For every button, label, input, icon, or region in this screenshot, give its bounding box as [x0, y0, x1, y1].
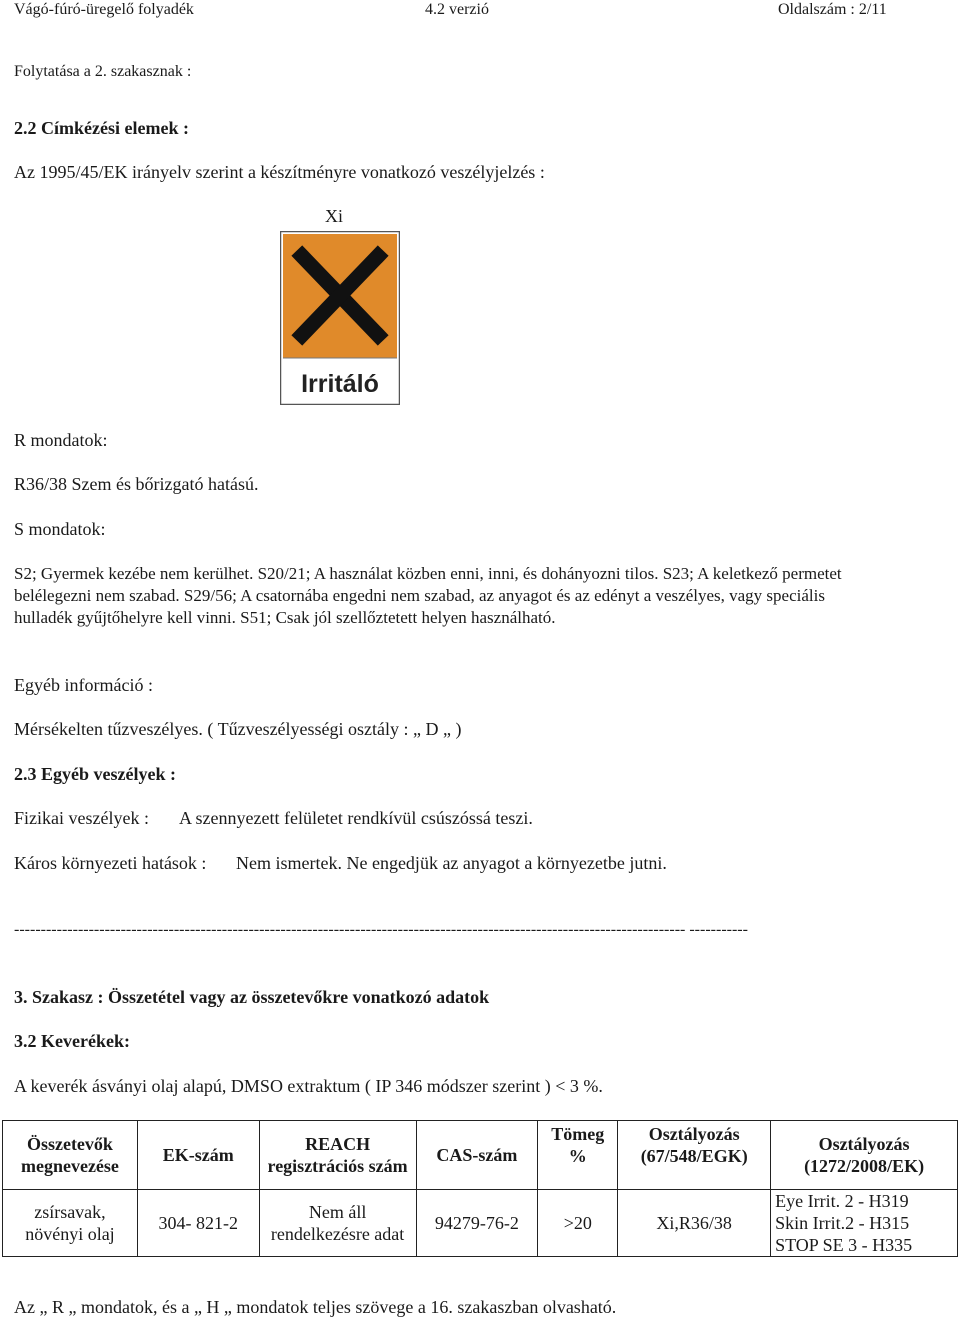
- classification-line: STOP SE 3 - H335: [775, 1235, 913, 1255]
- header-classification-67-548: Osztályozás (67/548/EGK): [618, 1121, 771, 1190]
- footnote-text: Az „ R „ mondatok, és a „ H „ mondatok teljes szövege a 16. szakaszban olvasható.: [14, 1297, 617, 1317]
- irritant-hazard-icon: [280, 231, 400, 405]
- physical-hazards-label: Fizikai veszélyek :: [14, 808, 149, 828]
- cell-component-name: zsírsavak, növényi olaj: [3, 1190, 138, 1257]
- cell-classification-67-548: Xi,R36/38: [618, 1190, 771, 1257]
- header-page-number: Oldalszám : 2/11: [778, 1, 887, 18]
- r-phrases-title: R mondatok:: [14, 430, 108, 450]
- header-reach-number: REACH regisztrációs szám: [259, 1121, 416, 1190]
- cell-ek-number: 304- 821-2: [137, 1190, 259, 1257]
- header-version: 4.2 verzió: [425, 1, 489, 18]
- cell-reach-number: Nem áll rendelkezésre adat: [259, 1190, 416, 1257]
- section-3-heading: 3. Szakasz : Összetétel vagy az összetevőkre vonatkozó adatok: [14, 987, 490, 1007]
- cell-cas-number: 94279-76-2: [416, 1190, 538, 1257]
- other-info-text: Mérsékelten tűzveszélyes. ( Tűzveszélyességi osztály : „ D „ ): [14, 719, 462, 739]
- irritant-symbol-svg: [280, 231, 400, 405]
- hazard-symbol-code: Xi: [325, 206, 343, 226]
- header-cas-number: CAS-szám: [416, 1121, 538, 1190]
- mixture-description: A keverék ásványi olaj alapú, DMSO extraktum ( IP 346 módszer szerint ) < 3 %.: [14, 1076, 603, 1096]
- physical-hazards-text: A szennyezett felületet rendkívül csúszóssá teszi.: [179, 808, 533, 828]
- header-component-name: Összetevők megnevezése: [3, 1121, 138, 1190]
- symbol-label: Irritáló: [301, 370, 379, 398]
- continuation-note: Folytatása a 2. szakasznak :: [14, 63, 192, 80]
- composition-table: [2, 1120, 958, 1257]
- directive-text: Az 1995/45/EK irányelv szerint a készítményre vonatkozó veszélyjelzés :: [14, 162, 545, 182]
- section-3-2-heading: 3.2 Keverékek:: [14, 1031, 130, 1051]
- cell-classification-1272-2008: [771, 1190, 958, 1257]
- environmental-effects-text: Nem ismertek. Ne engedjük az anyagot a környezetbe jutni.: [236, 853, 667, 873]
- table-row: [3, 1190, 958, 1257]
- classification-line: Skin Irrit.2 - H315: [775, 1213, 910, 1233]
- r-phrases-text: R36/38 Szem és bőrizgató hatású.: [14, 474, 259, 494]
- table-header-row: [3, 1121, 958, 1190]
- header-mass-percent: Tömeg %: [538, 1121, 618, 1190]
- section-2-2-heading: 2.2 Címkézési elemek :: [14, 118, 189, 138]
- environmental-effects-label: Káros környezeti hatások :: [14, 853, 207, 873]
- s-phrases-title: S mondatok:: [14, 519, 106, 539]
- section-2-3-heading: 2.3 Egyéb veszélyek :: [14, 764, 176, 784]
- classification-line: Eye Irrit. 2 - H319: [775, 1191, 909, 1211]
- header-ek-number: EK-szám: [137, 1121, 259, 1190]
- section-separator: ------------------------------------------------------------------------------------------------------------------------------ -----------: [14, 921, 748, 938]
- header-classification-1272-2008: Osztályozás (1272/2008/EK): [771, 1121, 958, 1190]
- header-product: Vágó-fúró-üregelő folyadék: [14, 1, 194, 18]
- s-phrases-text: S2; Gyermek kezébe nem kerülhet. S20/21; A használat közben enni, inni, és dohányozni tilos. S23; A keletkező permetet belélegezni nem szabad. S29/56; A csatornába engedni nem szabad, az anyagot és az edényt a veszélyes, vagy speciális hulladék gyűjtőhelyre kell vinni. S51; Csak jól szellőztetett helyen használható.: [14, 564, 842, 627]
- other-info-title: Egyéb információ :: [14, 675, 153, 695]
- cell-mass-percent: >20: [538, 1190, 618, 1257]
